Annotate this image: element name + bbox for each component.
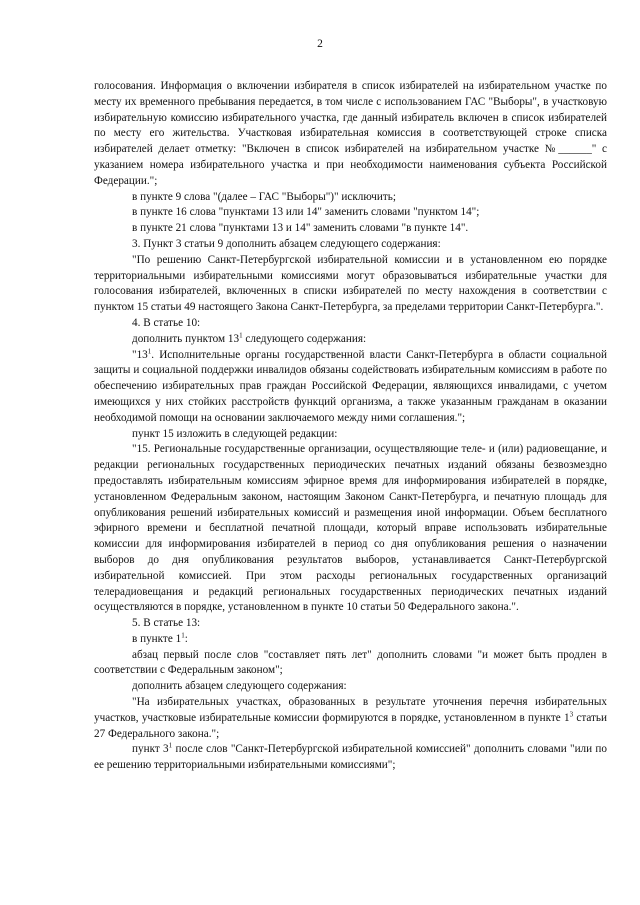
- text-run: статьи 27 Федерального закона.";: [94, 711, 607, 740]
- paragraph-p10: [94, 442, 607, 616]
- text-run: после слов "Санкт-Петербургской избирательной комиссией" дополнить словами "или по ее решению территориальными избирательными комиссиями";: [94, 743, 608, 772]
- text-run: "13: [132, 348, 148, 361]
- text-run: 4. В статье 10:: [132, 316, 201, 329]
- text-run: в пункте 16 слова "пунктами 13 или 14" заменить словами "пунктом 14";: [132, 206, 480, 219]
- text-run: . Исполнительные органы государственной власти Санкт-Петербурга в области социальной защиты и социальной поддержки инвалидов обязаны содействовать избирательным комиссиям в работе по обеспечению избирательных прав граждан Российской Федерации, являющихся инвалидами, с учетом имеющихся у них стойких расстройств функций организма, а также указанным гражданам в оказании необходимой помощи на основании заключаемого между ними соглашения.";: [94, 348, 607, 424]
- paragraph-p8: [94, 348, 607, 427]
- superscript-index: 1: [181, 631, 185, 640]
- paragraph-p5: [94, 253, 607, 316]
- superscript-index: 1: [239, 331, 243, 340]
- paragraph-p13: [94, 648, 607, 680]
- paragraph-p11: [94, 616, 607, 632]
- text-run: в пункте 21 слова "пунктами 13 и 14" заменить словами "в пункте 14".: [132, 222, 469, 235]
- text-run: абзац первый после слов "составляет пять лет" дополнить словами "и может быть продлен в соответствии с Федеральным законом";: [94, 648, 607, 677]
- text-run: следующего содержания:: [242, 332, 367, 345]
- paragraph-p14: [94, 679, 607, 695]
- text-run: пункт 3: [132, 743, 169, 756]
- paragraph-p1: [94, 190, 607, 206]
- text-run: дополнить пунктом 13: [132, 332, 240, 345]
- text-run: "15. Региональные государственные организации, осуществляющие теле- и (или) радиовещание, и редакции региональных государственных периодических печатных изданий обязаны безвозмездно предоставлять избирательным комиссиям эфирное время для информирования избирателей в порядке, установленном Федеральным законом, настоящим Законом Санкт-Петербурга, и печатную площадь для опубликования решений избирательных комиссий и размещения иной информации. Объем бесплатного эфирного времени и бесплатной печатной площади, который вправе использовать избирательные комиссии для информирования избирателей в период со дня опубликования решения о назначении выборов до дня опубликования результатов выборов, устанавливается Санкт-Петербургской избирательной комиссией. При этом расходы региональных государственных организаций телерадиовещания и редакций региональных государственных периодических печатных изданий осуществляются в порядке, установленном в пункте 10 статьи 50 Федерального закона.".: [94, 443, 607, 614]
- paragraph-p9: [94, 427, 607, 443]
- paragraph-p7: [94, 332, 607, 348]
- text-run: пункт 15 изложить в следующей редакции:: [132, 427, 338, 440]
- text-run: 5. В статье 13:: [132, 617, 201, 630]
- text-run: :: [184, 632, 188, 645]
- paragraph-p4: [94, 237, 607, 253]
- superscript-index: 3: [569, 710, 574, 719]
- paragraph-p3: [94, 221, 607, 237]
- document-body: [94, 79, 607, 774]
- text-run: в пункте 9 слова "(далее – ГАС "Выборы")" исключить;: [132, 190, 397, 203]
- text-run: в пункте 1: [132, 632, 182, 645]
- text-run: голосования. Информация о включении избирателя в список избирателей на избирательном участке по месту их временного пребывания передается, в том числе с использованием ГАС "Выборы", в участковую избирательную комиссию избирательного участка, где данный избиратель включен в список избирателей по месту его жительства. Участковая избирательная комиссия в соответствующей строке списка избирателей делает отметку: "Включен в список избирателей на избирательном участке №______" с указанием номера избирательного участка и при необходимости наименования субъекта Российской Федерации.";: [94, 80, 607, 187]
- text-run: "На избирательных участках, образованных в результате уточнения перечня избирательных участков, участковые избирательные комиссии формируются в порядке, установленном в пункте 1: [94, 696, 607, 724]
- page-number: 2: [317, 38, 323, 50]
- paragraph-p15: [94, 695, 607, 742]
- text-run: дополнить абзацем следующего содержания:: [132, 680, 347, 693]
- paragraph-p0: [94, 79, 607, 190]
- text-run: 3. Пункт 3 статьи 9 дополнить абзацем следующего содержания:: [132, 237, 441, 250]
- paragraph-p6: [94, 316, 607, 332]
- paragraph-p2: [94, 205, 607, 221]
- paragraph-p12: [94, 632, 607, 648]
- superscript-index: 1: [168, 741, 173, 750]
- paragraph-p16: [94, 742, 607, 774]
- text-run: "По решению Санкт-Петербургской избирательной комиссии и в установленном ею порядке территориальными избирательными комиссиями могут образовываться избирательные участки для голосования избирателей, включенных в списки избирателей по месту нахождения в соответствии с пунктом 15 статьи 49 настоящего Закона Санкт-Петербурга, за пределами территории Санкт-Петербурга.".: [94, 253, 607, 314]
- superscript-index: 1: [147, 346, 152, 355]
